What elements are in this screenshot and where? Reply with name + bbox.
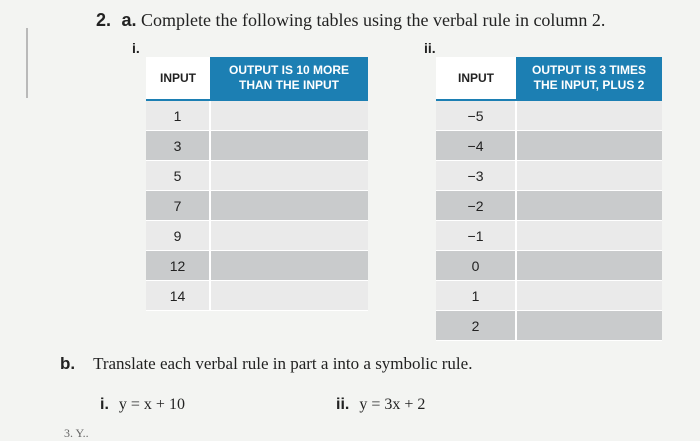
table-i-input-cell: 1 (146, 100, 210, 131)
table-ii-output-cell[interactable] (516, 311, 662, 341)
table-ii-output-cell[interactable] (516, 131, 662, 161)
table-ii-output-cell[interactable] (516, 161, 662, 191)
part-a-label: a. (121, 10, 137, 30)
answer-i-label: i. (100, 396, 109, 413)
table-ii-label: ii. (424, 40, 436, 56)
table-ii-input-header: INPUT (436, 57, 516, 100)
table-row (146, 281, 368, 311)
table-i-label: i. (132, 40, 140, 56)
table-i-output-cell[interactable] (210, 161, 368, 191)
answer-i-equation: y = x + 10 (118, 396, 185, 413)
margin-line (26, 28, 28, 98)
table-i-output-cell[interactable] (210, 191, 368, 221)
table-i (146, 57, 368, 311)
table-row (146, 161, 368, 191)
next-question-cutoff: 3. Y.. (64, 426, 89, 440)
table-row (436, 100, 662, 131)
table-row (146, 251, 368, 281)
table-i-output-cell[interactable] (210, 221, 368, 251)
table-i-input-header: INPUT (146, 57, 210, 100)
table-ii-output-cell[interactable] (516, 281, 662, 311)
table-ii-output-cell[interactable] (516, 191, 662, 221)
table-ii-output-cell[interactable] (516, 251, 662, 281)
answer-i (100, 396, 185, 414)
question-instruction: Complete the following tables using the verbal rule in column 2. (141, 10, 606, 30)
table-i-output-header: OUTPUT IS 10 MORE THAN THE INPUT (210, 57, 368, 100)
table-i-input-cell: 5 (146, 161, 210, 191)
table-row (436, 161, 662, 191)
question-header (96, 10, 605, 31)
table-i-input-cell: 3 (146, 131, 210, 161)
table-ii-input-cell: −5 (436, 100, 516, 131)
table-row (436, 191, 662, 221)
answer-ii-label: ii. (336, 396, 350, 413)
answer-ii (336, 396, 425, 414)
table-row (146, 131, 368, 161)
table-ii-input-cell: −1 (436, 221, 516, 251)
table-i-output-cell[interactable] (210, 131, 368, 161)
table-row (436, 221, 662, 251)
part-b-instruction: Translate each verbal rule in part a into a symbolic rule. (93, 354, 473, 373)
table-row (146, 221, 368, 251)
table-i-input-cell: 9 (146, 221, 210, 251)
table-i-input-cell: 7 (146, 191, 210, 221)
table-i-input-cell: 14 (146, 281, 210, 311)
table-row (146, 191, 368, 221)
table-row (436, 281, 662, 311)
table-ii-input-cell: −2 (436, 191, 516, 221)
part-b-label: b. (60, 354, 76, 373)
table-i-output-cell[interactable] (210, 251, 368, 281)
table-row (436, 311, 662, 341)
table-ii-input-cell: −4 (436, 131, 516, 161)
table-ii-output-header: OUTPUT IS 3 TIMES THE INPUT, PLUS 2 (516, 57, 662, 100)
table-ii-input-cell: 2 (436, 311, 516, 341)
table-i-output-cell[interactable] (210, 100, 368, 131)
table-row (146, 100, 368, 131)
part-b (60, 354, 472, 374)
table-ii-output-cell[interactable] (516, 221, 662, 251)
table-row (436, 251, 662, 281)
answer-ii-equation: y = 3x + 2 (359, 396, 426, 413)
table-ii (436, 57, 662, 341)
table-ii-input-cell: 0 (436, 251, 516, 281)
table-ii-output-cell[interactable] (516, 100, 662, 131)
table-ii-input-cell: 1 (436, 281, 516, 311)
table-i-output-cell[interactable] (210, 281, 368, 311)
table-ii-input-cell: −3 (436, 161, 516, 191)
table-i-input-cell: 12 (146, 251, 210, 281)
table-row (436, 131, 662, 161)
question-number: 2. (96, 10, 112, 30)
